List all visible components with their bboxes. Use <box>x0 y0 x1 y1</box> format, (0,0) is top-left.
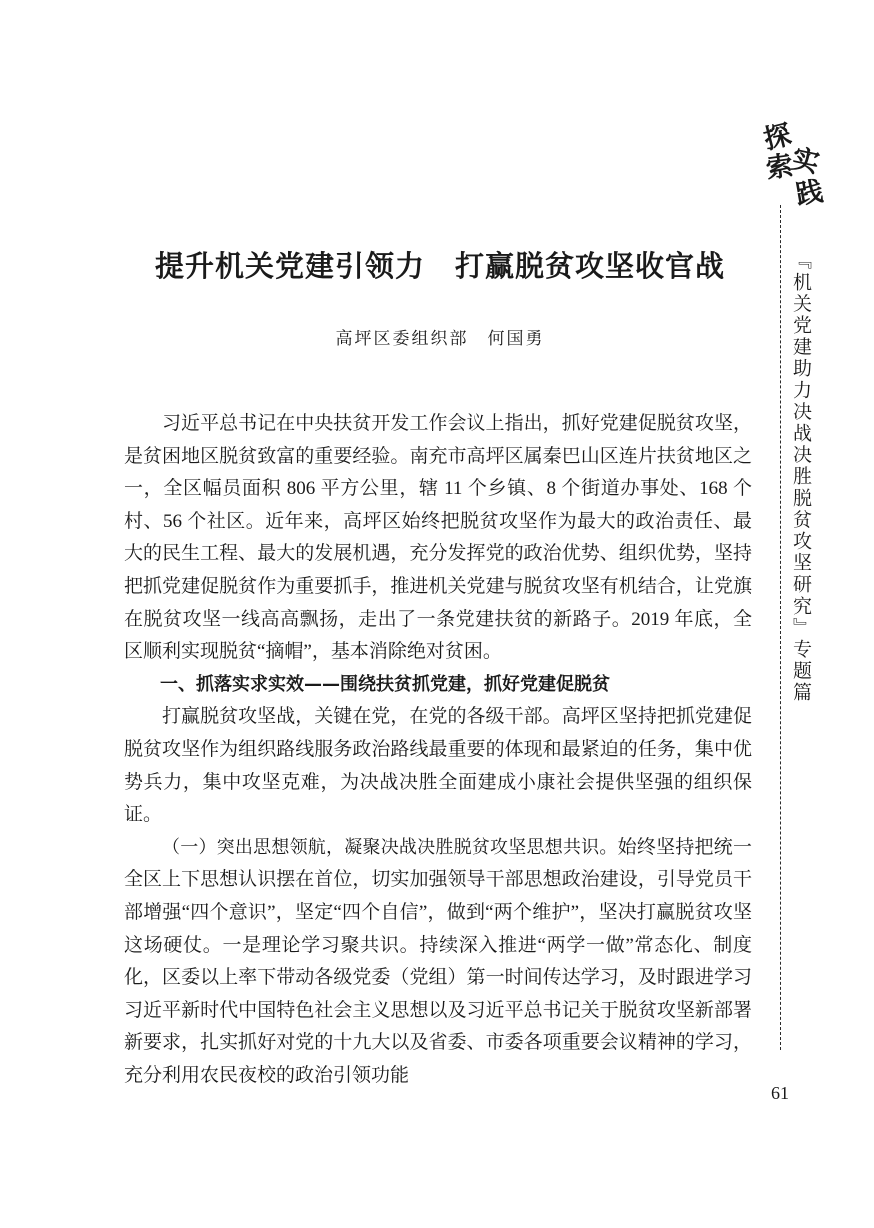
intro-paragraph: 习近平总书记在中央扶贫开发工作会议上指出，抓好党建促脱贫攻坚，是贫困地区脱贫致富的重要经验。南充市高坪区属秦巴山区连片扶贫地区之一，全区幅员面积 806 平方公里，辖 11 个乡镇、8 个街道办事处、168 个村、56 个社区。近年来，高坪区始终把脱贫攻坚作为最大的政治责任、最大的民生工程、最大的发展机遇，充分发挥党的政治优势、组织优势，坚持把抓党建促脱贫作为重要抓手，推进机关党建与脱贫攻坚有机结合，让党旗在脱贫攻坚一线高高飘扬，走出了一条党建扶贫的新路子。2019 年底，全区顺利实现脱贫“摘帽”，基本消除绝对贫困。 <box>124 413 752 663</box>
subsection-lead: （一）突出思想领航，凝聚决战决胜脱贫攻坚思想共识。 <box>162 836 618 858</box>
logo-char: 探 <box>760 119 795 156</box>
series-title: 『机关党建助力决战决胜脱贫攻坚研究』专题篇 <box>790 250 812 704</box>
logo-char: 索 <box>763 150 796 185</box>
section-heading: 一、抓落实求实效——围绕扶贫抓党建，抓好党建促脱贫 <box>160 673 610 695</box>
subsection-body: 始终坚持把统一全区上下思想认识摆在首位，切实加强领导干部思想政治建设，引导党员干部增强“四个意识”，坚定“四个自信”，做到“两个维护”，坚决打赢脱贫攻坚这场硬仗。一是理论学习聚共识。持续深入推进“两学一做”常态化、制度化，区委以上率下带动各级党委（党组）第一时间传达学习，及时跟进学习习近平新时代中国特色社会主义思想以及习近平总书记关于脱贫攻坚新部署新要求，扎实抓好对党的十九大以及省委、市委各项重要会议精神的学习，充分利用农民夜校的政治引领功能 <box>124 836 752 1086</box>
section-paragraph: 打赢脱贫攻坚战，关键在党，在党的各级干部。高坪区坚持把抓党建促脱贫攻坚作为组织路线服务政治路线最重要的体现和最紧迫的任务，集中优势兵力，集中攻坚克难，为决战决胜全面建成小康社会提供坚强的组织保证。 <box>124 706 752 826</box>
section-logo <box>760 118 830 230</box>
subsection-paragraph <box>124 832 752 1093</box>
side-divider <box>780 205 781 1050</box>
article-author: 高坪区委组织部 何国勇 <box>335 329 545 349</box>
logo-char: 践 <box>793 175 826 212</box>
logo-char: 实 <box>789 143 822 180</box>
article-title: 提升机关党建引领力 打赢脱贫攻坚收官战 <box>154 249 725 283</box>
page-number: 61 <box>771 1083 789 1103</box>
article-body <box>124 408 752 1092</box>
